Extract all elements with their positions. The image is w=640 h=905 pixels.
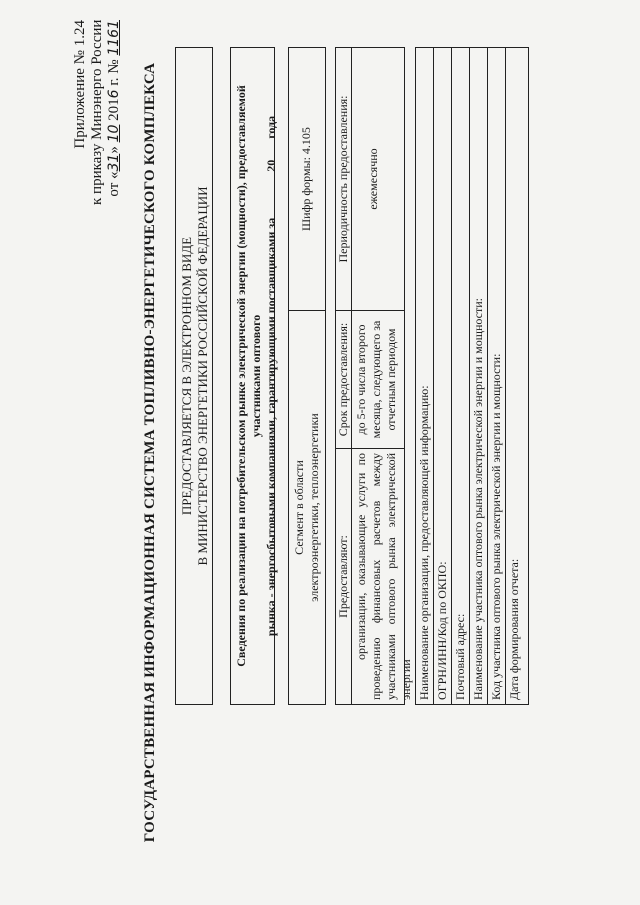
submission-table xyxy=(335,47,413,705)
segment-box xyxy=(288,47,326,705)
deadline-column xyxy=(336,310,404,448)
form-code: Шифр формы: 4.105 xyxy=(299,127,313,231)
frequency-column xyxy=(336,48,404,310)
report-description-box xyxy=(230,47,278,705)
handwritten-order-number: 1161 xyxy=(106,20,122,56)
report-description-line-2: рынка - энергосбытовыми компаниями, гарантирующими поставщиками за 20 года xyxy=(264,115,278,637)
segment-label: Сегмент в области xyxy=(292,460,306,555)
provider-text: организации, оказывающие услуги по проведению финансовых расчетов между участниками оптового рынка электрической энергии xyxy=(354,453,413,700)
provider-header: Предоставляют: xyxy=(336,449,352,704)
frequency-text: ежемесячно xyxy=(366,148,380,210)
organization-form xyxy=(415,47,529,705)
appendix-line-1: Приложение № 1.24 xyxy=(72,20,88,149)
main-title: ГОСУДАРСТВЕННАЯ ИНФОРМАЦИОННАЯ СИСТЕМА ТОПЛИВНО-ЭНЕРГЕТИЧЕСКОГО КОМПЛЕКСА xyxy=(142,62,158,843)
appendix-line-2: к приказу Минэнерго России xyxy=(89,19,105,205)
segment-value: электроэнергетики, теплоэнергетики xyxy=(307,413,321,602)
appendix-line-3: от «31» 10 2016 г. № 1161 xyxy=(106,20,122,197)
form-field-report-date: Дата формирования отчета: xyxy=(507,558,521,700)
form-field-participant-code: Код участника оптового рынка электрической энергии и мощности: xyxy=(488,48,506,704)
frequency-header: Периодичность предоставления: xyxy=(336,48,352,310)
deadline-text: до 5-го числа второго месяца, следующего за отчетным периодом xyxy=(354,320,398,439)
form-field-organization-name: Наименование организации, предоставляющей информацию: xyxy=(416,48,434,704)
form-field-ogrn-inn-okpo: ОГРН/ИНН/Код по ОКПО: xyxy=(434,48,452,704)
provider-column xyxy=(336,448,413,704)
report-description-line-1: Сведения по реализации на потребительском рынке электрической энергии (мощности), предоставляемой участниками оптового xyxy=(234,85,263,667)
submit-notice-line-1: ПРЕДОСТАВЛЯЕТСЯ В ЭЛЕКТРОННОМ ВИДЕ xyxy=(179,236,194,516)
handwritten-day: 31 xyxy=(106,153,122,172)
form-field-postal-address: Почтовый адрес: xyxy=(452,48,470,704)
appendix-block xyxy=(72,20,123,205)
submit-notice-box xyxy=(175,47,213,705)
form-field-participant-name: Наименование участника оптового рынка электрической энергии и мощности: xyxy=(470,48,488,704)
handwritten-year-digit: 6 xyxy=(106,89,122,99)
handwritten-month: 10 xyxy=(106,124,122,143)
submit-notice-line-2: В МИНИСТЕРСТВО ЭНЕРГЕТИКИ РОССИЙСКОЙ ФЕДЕРАЦИИ xyxy=(195,186,210,566)
deadline-header: Срок предоставления: xyxy=(336,311,352,448)
segment-cell xyxy=(289,310,325,704)
